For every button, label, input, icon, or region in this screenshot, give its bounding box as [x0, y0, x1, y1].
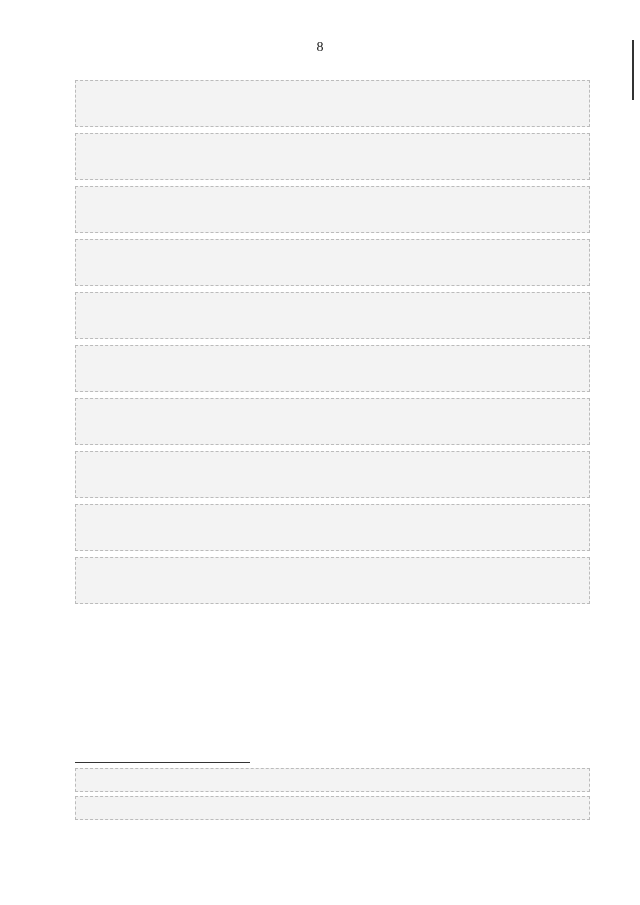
body-text	[75, 80, 590, 610]
paragraph	[75, 239, 590, 286]
footnote-divider	[75, 762, 250, 763]
footnote	[75, 768, 590, 792]
paragraph	[75, 292, 590, 339]
paragraph	[75, 80, 590, 127]
paragraph	[75, 451, 590, 498]
footnotes	[75, 768, 590, 824]
page-number: 8	[316, 40, 324, 55]
paragraph	[75, 398, 590, 445]
paragraph	[75, 557, 590, 604]
paragraph	[75, 133, 590, 180]
paragraph	[75, 345, 590, 392]
paragraph	[75, 186, 590, 233]
paragraph	[75, 504, 590, 551]
footnote	[75, 796, 590, 820]
